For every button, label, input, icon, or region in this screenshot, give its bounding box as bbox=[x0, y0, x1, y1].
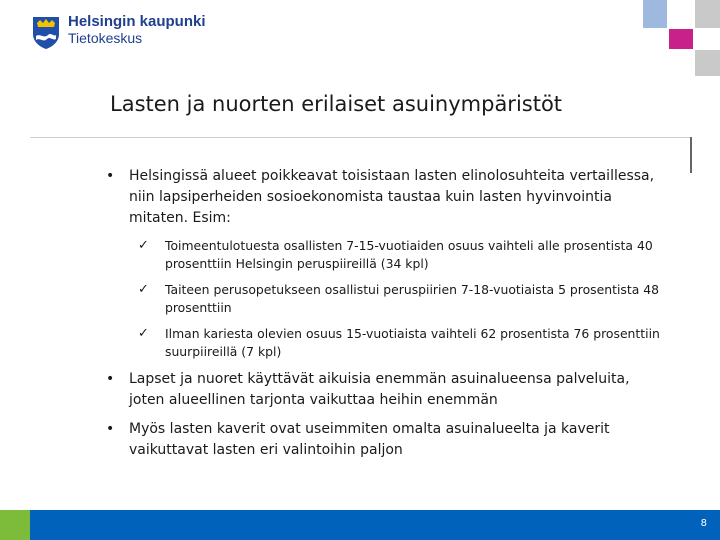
slide-body bbox=[106, 166, 666, 469]
bullet-icon: • bbox=[106, 168, 115, 184]
bullet-item bbox=[106, 419, 666, 461]
sub-bullet-text: Ilman kariesta olevien osuus 15-vuotiaista vaihteli 62 prosentista 76 prosenttiin suurpiireillä (7 kpl) bbox=[165, 326, 660, 359]
sub-bullet-text: Taiteen perusopetukseen osallistui peruspiirien 7-18-vuotiaista 5 prosentista 48 prosenttiin bbox=[165, 282, 660, 315]
footer-bar bbox=[30, 510, 720, 540]
sub-bullet-item bbox=[138, 237, 666, 273]
unit-name: Tietokeskus bbox=[68, 30, 143, 46]
sub-bullet-text: Toimeentulotuesta osallisten 7-15-vuotiaiden osuus vaihteli alle prosentista 40 prosenttiin Helsingin peruspiireillä (34 kpl) bbox=[165, 238, 653, 271]
checkmark-icon: ✓ bbox=[138, 238, 149, 253]
bullet-text: Lapset ja nuoret käyttävät aikuisia enemmän asuinalueensa palveluita, joten alueellinen tarjonta vaikuttaa heihin enemmän bbox=[129, 371, 630, 408]
checkmark-icon: ✓ bbox=[138, 282, 149, 297]
vertical-divider bbox=[690, 137, 692, 173]
sub-bullet-list bbox=[138, 237, 666, 361]
footer-accent-green bbox=[0, 510, 30, 540]
decor-square-magenta bbox=[669, 29, 693, 49]
bullet-icon: • bbox=[106, 421, 115, 437]
title-divider bbox=[30, 137, 692, 138]
sub-bullet-item bbox=[138, 325, 666, 361]
sub-bullet-item bbox=[138, 281, 666, 317]
helsinki-crest-icon bbox=[30, 14, 62, 50]
org-name: Helsingin kaupunki bbox=[68, 13, 206, 30]
org-logo bbox=[30, 14, 206, 50]
bullet-item bbox=[106, 166, 666, 229]
decor-square-gray-lower bbox=[695, 50, 720, 76]
bullet-text: Myös lasten kaverit ovat useimmiten omalta asuinalueelta ja kaverit vaikuttavat lasten eri valintoihin paljon bbox=[129, 421, 610, 458]
slide-title: Lasten ja nuorten erilaiset asuinympäristöt bbox=[110, 92, 563, 116]
page-number: 8 bbox=[700, 518, 707, 529]
bullet-icon: • bbox=[106, 371, 115, 387]
checkmark-icon: ✓ bbox=[138, 326, 149, 341]
decor-square-gray bbox=[695, 0, 720, 28]
decor-square-light-blue bbox=[643, 0, 667, 28]
bullet-item bbox=[106, 369, 666, 411]
bullet-text: Helsingissä alueet poikkeavat toisistaan lasten elinolosuhteita vertaillessa, niin lapsiperheiden sosioekonomista taustaa kuin lasten hyvinvointia mitaten. Esim: bbox=[129, 168, 655, 226]
